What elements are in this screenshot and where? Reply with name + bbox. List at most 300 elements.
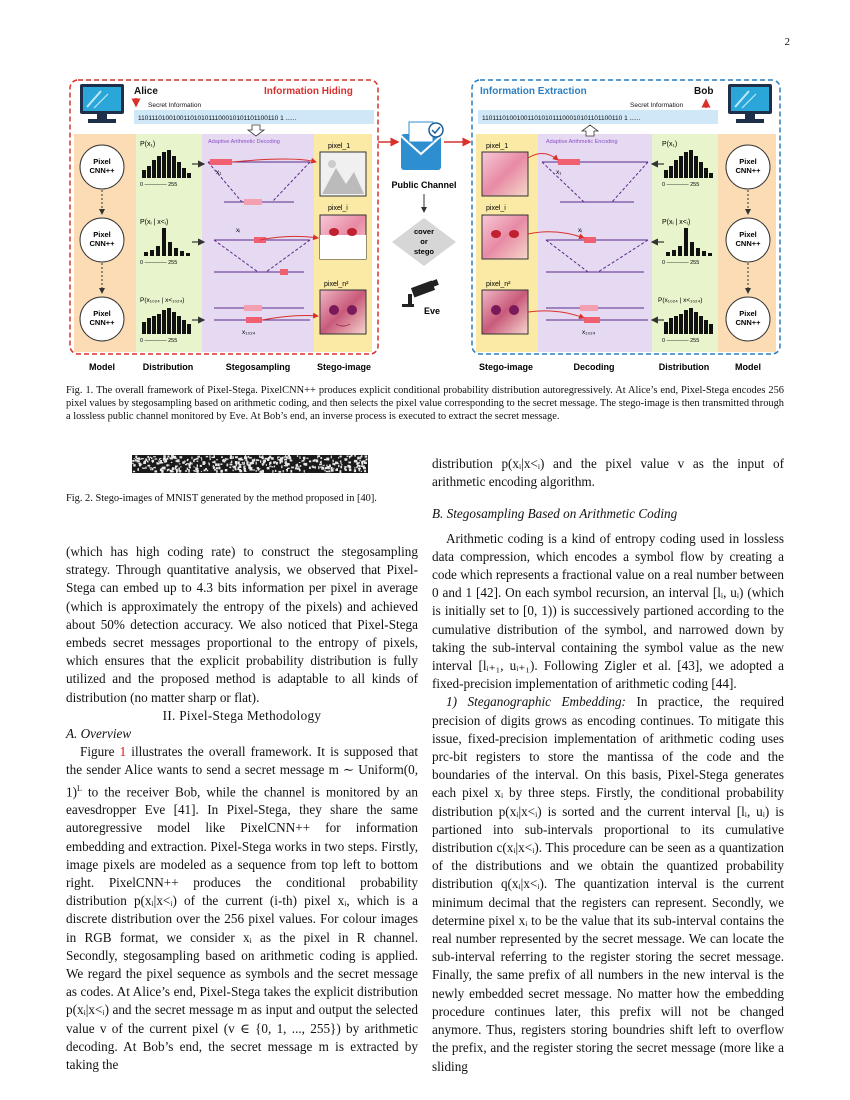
- public-channel: [378, 122, 470, 316]
- bob-label: Bob: [694, 86, 714, 97]
- noise-speck: [349, 456, 351, 458]
- noise-speck: [200, 465, 202, 467]
- noise-speck: [205, 468, 207, 470]
- noise-speck: [257, 467, 259, 469]
- info-hiding-label: Information Hiding: [264, 86, 353, 97]
- noise-speck: [230, 462, 232, 463]
- svg-text:Pixel: Pixel: [739, 230, 757, 239]
- noise-speck: [176, 460, 177, 462]
- noise-speck: [206, 456, 208, 457]
- noise-speck: [320, 466, 322, 468]
- noise-speck: [302, 460, 303, 462]
- noise-speck: [260, 460, 261, 463]
- noise-speck: [283, 470, 284, 472]
- right-paragraph-2: 1) Steganographic Embedding: In practice, the required precision of digits grows as encoding continues. To mitigate this issue, fixed-precision implementation of arithmetic coding uses prc-bit registers to store the mantissa of the code and the boundaries of the interval. On this basis, Pixel-Stega generates each pixel xᵢ by three steps. Firstly, the conditional probability distribution p(xᵢ|x<ᵢ) is sorted and the current interval [lᵢ, uᵢ) is partioned into sub-intervals proportional to its cumulative distribution c(xᵢ|x<ᵢ). This procedure can be seen as a quantization of the distributions and we obtain the quantized probability distribution q(xᵢ|x<ᵢ). The quantization interval is the current minimum decimal that the registers can represent. Secondly, we determine pixel xᵢ to be the value that its sub-interval contains the real number represented by the secret message. We can locate the sub-interval referring to the register storing the secret message. Finally, the same prefix of all numbers in the new interval is the newly embedded secret message. No matter how the embedding procedure continues later, this prefix will not be changed anymore. Thus, registers storing boundries shift left to overflow the prefix, and the register storing the secret message (more like a sliding: [432, 694, 784, 1074]
- noise-speck: [201, 471, 202, 472]
- noise-speck: [319, 464, 322, 466]
- noise-speck: [132, 460, 134, 462]
- axis-label-3-right: 0 ———— 255: [662, 338, 700, 344]
- noise-speck: [309, 461, 311, 463]
- noise-speck: [135, 456, 137, 459]
- noise-speck: [309, 467, 311, 469]
- noise-speck: [152, 460, 155, 462]
- noise-speck: [210, 458, 211, 460]
- noise-speck: [345, 469, 347, 471]
- noise-speck: [347, 456, 349, 457]
- noise-speck: [145, 467, 146, 469]
- noise-speck: [299, 456, 300, 459]
- noise-speck: [340, 461, 342, 463]
- noise-speck: [188, 470, 190, 472]
- pixel-label-1-left: pixel_1: [328, 143, 351, 150]
- noise-speck: [179, 470, 181, 473]
- dist-label-1-left: P(x₁): [140, 141, 156, 148]
- noise-speck: [176, 466, 178, 468]
- noise-speck: [318, 467, 319, 469]
- noise-speck: [230, 464, 232, 465]
- noise-speck: [235, 468, 237, 470]
- noise-speck: [256, 470, 257, 472]
- noise-speck: [214, 469, 217, 471]
- secret-info-label-right: Secret Information: [630, 102, 684, 109]
- noise-speck: [256, 459, 258, 461]
- noise-speck: [196, 470, 198, 471]
- public-channel-label: Public Channel: [391, 180, 457, 190]
- noise-speck: [232, 466, 235, 467]
- noise-speck: [265, 458, 268, 460]
- noise-speck: [190, 462, 192, 464]
- bottom-label-model-right: Model: [735, 362, 761, 372]
- dist-label-2-right: P(xᵢ | x<ᵢ): [662, 219, 691, 226]
- noise-speck: [168, 456, 170, 458]
- pixel-label-2-left: pixel_i: [328, 205, 348, 212]
- bottom-label-model-left: Model: [89, 362, 115, 372]
- noise-speck: [151, 457, 152, 459]
- noise-speck: [289, 456, 291, 459]
- noise-speck: [193, 470, 194, 471]
- noise-speck: [215, 463, 217, 466]
- svg-text:Pixel: Pixel: [93, 157, 111, 166]
- figure-1-link[interactable]: 1: [119, 744, 127, 760]
- figure-2-caption: Fig. 2. Stego-images of MNIST generated by the method proposed in [40].: [66, 493, 377, 504]
- noise-speck: [298, 466, 299, 469]
- noise-speck: [323, 465, 325, 466]
- noise-speck: [221, 456, 223, 458]
- x-label-3-left: x₁₀₂₄: [242, 329, 256, 336]
- axis-label-2-right: 0 ———— 255: [662, 260, 700, 266]
- noise-speck: [295, 468, 298, 470]
- noise-speck: [317, 457, 318, 458]
- noise-speck: [170, 458, 173, 460]
- noise-speck: [324, 469, 325, 471]
- stego-image-1-right: [482, 152, 528, 196]
- noise-speck: [197, 464, 198, 466]
- noise-speck: [133, 464, 136, 466]
- noise-speck: [267, 467, 270, 469]
- noise-speck: [222, 460, 225, 462]
- noise-speck: [216, 470, 218, 472]
- noise-speck: [242, 462, 244, 463]
- noise-speck: [335, 462, 337, 465]
- right-paragraph-0: distribution p(xᵢ|x<ᵢ) and the pixel value v as the input of arithmetic encoding algorithm.: [432, 456, 784, 490]
- noise-speck: [259, 455, 260, 457]
- noise-speck: [208, 463, 209, 464]
- noise-speck: [290, 460, 293, 462]
- noise-speck: [262, 463, 265, 465]
- eve-label: Eve: [424, 306, 441, 316]
- noise-speck: [275, 470, 276, 472]
- left-paragraph-1: (which has high coding rate) to construct the stegosampling strategy. Through quantitative analysis, we observed that Pixel-Stega can embed up to 4.3 bits information per pixel in average (which is approximately the entropy of the pixels) and achieved about 50% detection accuracy. We also noticed that Pixel-Stega embeds secret messages proportional to the entropy of pixels, which ensures that the explicit probability distribution is fully utilized and the proposed method is adaptable to all kinds of distribution (no matter sharp or flat).: [66, 544, 418, 705]
- noise-speck: [187, 460, 188, 461]
- noise-speck: [171, 462, 172, 463]
- pixel-label-1-right: pixel_1: [486, 143, 509, 150]
- noise-speck: [203, 463, 205, 465]
- noise-speck: [220, 470, 223, 473]
- noise-speck: [134, 458, 135, 459]
- noise-speck: [235, 461, 237, 464]
- noise-speck: [356, 466, 357, 468]
- noise-speck: [284, 465, 287, 466]
- noise-speck: [361, 471, 363, 472]
- noise-speck: [340, 466, 342, 469]
- secret-info-label-left: Secret Information: [148, 102, 202, 109]
- pixelcnn-3-left: [80, 297, 124, 341]
- noise-speck: [209, 463, 210, 465]
- noise-speck: [304, 463, 307, 466]
- noise-speck: [154, 470, 157, 472]
- noise-speck: [338, 457, 339, 458]
- noise-speck: [197, 456, 200, 458]
- noise-speck: [326, 458, 329, 461]
- noise-speck: [291, 470, 293, 473]
- noise-speck: [249, 457, 252, 459]
- noise-speck: [329, 465, 331, 468]
- noise-speck: [241, 459, 244, 461]
- aad-label: Adaptive Arithmetic Decoding: [208, 139, 280, 145]
- noise-speck: [187, 468, 188, 470]
- noise-speck: [172, 467, 175, 469]
- dist-label-2-left: P(xᵢ | x<ᵢ): [140, 219, 169, 226]
- noise-speck: [235, 456, 238, 458]
- noise-speck: [163, 455, 166, 458]
- noise-speck: [256, 462, 257, 465]
- bottom-label-decoding: Decoding: [573, 362, 615, 372]
- pixelcnn-3-right: [726, 297, 770, 341]
- noise-speck: [217, 463, 219, 466]
- noise-speck: [132, 463, 134, 464]
- noise-speck: [340, 456, 342, 458]
- noise-speck: [142, 468, 145, 469]
- axis-label-3-left: 0 ———— 255: [140, 338, 178, 344]
- noise-speck: [180, 466, 181, 467]
- noise-speck: [150, 457, 151, 458]
- noise-speck: [170, 470, 173, 473]
- noise-speck: [275, 461, 276, 462]
- noise-speck: [271, 466, 273, 467]
- noise-speck: [168, 469, 170, 471]
- figure-1-caption: Fig. 1. The overall framework of Pixel-Stega. PixelCNN++ produces explicit conditional probability distribution autoregressively. At Alice’s end, Pixel-Stega encodes 256 pixel values by stegosampling based on arithmetic coding, and then selects the pixel value corresponding to the secret message. The stego-image is then transmitted through a lossless public channel monitored by Eve. At Bob’s end, an inverse process is executed to extract the secret message.: [66, 385, 784, 422]
- bob-computer-icon: [728, 84, 772, 123]
- noise-speck: [260, 471, 262, 473]
- svg-text:Pixel: Pixel: [93, 230, 111, 239]
- noise-speck: [287, 463, 289, 465]
- noise-speck: [168, 465, 169, 466]
- noise-speck: [244, 456, 247, 459]
- pixel-label-3-right: pixel_n²: [486, 281, 511, 288]
- noise-speck: [149, 459, 150, 461]
- noise-speck: [244, 468, 246, 470]
- noise-speck: [213, 466, 215, 469]
- noise-speck: [147, 456, 149, 458]
- pixelcnn-1-right: [726, 145, 770, 189]
- pixel-label-3-left: pixel_n²: [324, 281, 349, 288]
- noise-speck: [242, 464, 244, 465]
- noise-speck: [303, 457, 306, 460]
- left-paragraph-2: Figure 1 illustrates the overall framework. It is supposed that the sender Alice wants to send a secret message m ∼ Uniform(0, 1)$^L$ to the receiver Bob, while the channel is monitored by an eavesdropper Eve [41]. In Pixel-Stega, they share the same autoregressive model like PixelCNN++ for information embedding and extraction. Pixel-Stega works in two steps. Firstly, image pixels are modeled as a sequence from top left to bottom right. PixelCNN++ produces the conditional probability distribution p(xᵢ|x<ᵢ) of the current (i-th) pixel xᵢ, which is a discrete distribution over the 256 pixel values. For colour images in RGB format, we consider xᵢ as the pixel in R channel. Secondly, stegosampling based on arithmetic coding is applied. We regard the pixel sequence as symbols and the secret message as codes. At Alice’s end, Pixel-Stega takes the explicit distribution p(xᵢ|x<ᵢ) and the secret message m as input and output the selected value v of the current pixel (v ∈ {0, 1, ..., 255}) by arithmetic decoding. At Bob’s end, the secret message m is extracted by taking the: [66, 744, 419, 1073]
- noise-speck: [138, 461, 140, 463]
- noise-speck: [287, 468, 290, 469]
- noise-speck: [359, 469, 360, 472]
- pixelcnn-2-right: [726, 218, 770, 262]
- section-heading: II. Pixel-Stega Methodology: [162, 707, 322, 723]
- noise-speck: [247, 461, 249, 463]
- noise-speck: [354, 455, 356, 457]
- noise-speck: [237, 461, 240, 464]
- noise-speck: [239, 465, 242, 468]
- svg-text:CNN++: CNN++: [735, 239, 761, 248]
- noise-speck: [227, 464, 229, 467]
- x-label-2-left: xᵢ: [236, 227, 241, 234]
- noise-speck: [244, 466, 246, 467]
- right-column: [432, 455, 784, 1076]
- x-label-1-right: x₁: [556, 169, 562, 176]
- noise-speck: [340, 470, 342, 473]
- noise-speck: [341, 464, 342, 465]
- subsubsection-1-heading: 1) Steganographic Embedding:: [446, 694, 626, 710]
- noise-speck: [207, 470, 208, 472]
- noise-speck: [166, 458, 168, 459]
- noise-speck: [161, 470, 163, 473]
- noise-speck: [148, 465, 151, 467]
- noise-speck: [285, 455, 286, 456]
- noise-speck: [354, 460, 356, 462]
- svg-text:CNN++: CNN++: [89, 318, 115, 327]
- noise-speck: [349, 469, 352, 471]
- noise-speck: [191, 457, 192, 460]
- noise-speck: [201, 458, 202, 460]
- noise-speck: [135, 459, 136, 461]
- noise-speck: [176, 470, 178, 472]
- noise-speck: [320, 457, 322, 459]
- pixel-label-2-right: pixel_i: [486, 205, 506, 212]
- noise-speck: [197, 461, 199, 462]
- noise-speck: [263, 461, 266, 464]
- noise-speck: [278, 459, 280, 460]
- noise-speck: [286, 469, 287, 470]
- svg-text:Pixel: Pixel: [739, 309, 757, 318]
- secret-bits-right: 1101110100100110101011100010101101100110 1 ......: [482, 115, 641, 122]
- right-paragraph-1: Arithmetic coding is a kind of entropy coding used in lossless data compression, which encodes a symbol flow by creating a code which represents a fractional value on a real number between 0 and 1 [42]. On each symbol recursion, an interval [lᵢ, uᵢ) (which is initially set to [0, 1)) is successively partioned according to the cumulative distribution of the symbol, and narrowed down by taking the sub-interval containing the symbol value as the new interval [lᵢ₊₁, uᵢ₊₁). Following Zigler et al. [43], we adopted a fixed-precision implementation of arithmetic coding [44].: [432, 530, 784, 692]
- noise-speck: [216, 467, 219, 469]
- noise-speck: [153, 456, 156, 457]
- noise-speck: [216, 459, 218, 460]
- x-label-1-left: x₁: [216, 169, 222, 176]
- noise-speck: [185, 470, 187, 472]
- svg-text:CNN++: CNN++: [735, 318, 761, 327]
- noise-speck: [156, 462, 159, 463]
- noise-speck: [180, 456, 183, 458]
- pixelcnn-2-left: [80, 218, 124, 262]
- noise-speck: [304, 470, 305, 473]
- noise-speck: [178, 468, 180, 471]
- x-label-3-right: x₁₀₂₄: [582, 329, 596, 336]
- noise-speck: [306, 458, 308, 459]
- noise-speck: [269, 462, 270, 465]
- noise-speck: [158, 460, 159, 462]
- noise-speck: [312, 467, 314, 468]
- noise-speck: [163, 467, 165, 470]
- alice-computer-icon: [80, 84, 124, 123]
- stego-image-full-left: [320, 290, 366, 334]
- noise-speck: [318, 455, 321, 457]
- figure-1: [64, 72, 786, 378]
- noise-speck: [196, 458, 199, 460]
- noise-speck: [164, 461, 167, 463]
- info-extraction-label: Information Extraction: [480, 86, 587, 97]
- noise-speck: [236, 464, 237, 467]
- alice-label: Alice: [134, 86, 158, 97]
- noise-speck: [171, 455, 174, 458]
- aae-label: Adaptive Arithmetic Encoding: [546, 139, 618, 145]
- noise-speck: [252, 470, 255, 471]
- noise-speck: [354, 469, 356, 472]
- noise-speck: [333, 460, 334, 463]
- noise-speck: [262, 470, 265, 473]
- noise-speck: [175, 468, 176, 470]
- left-column: [66, 543, 418, 1074]
- noise-speck: [237, 469, 239, 470]
- diamond-text-2: or: [420, 237, 428, 246]
- svg-text:Pixel: Pixel: [739, 157, 757, 166]
- noise-speck: [344, 458, 347, 461]
- noise-speck: [251, 467, 253, 469]
- noise-speck: [179, 463, 181, 464]
- noise-speck: [360, 460, 361, 461]
- noise-speck: [159, 459, 160, 461]
- noise-speck: [325, 467, 326, 469]
- noise-speck: [251, 462, 254, 465]
- noise-speck: [363, 460, 366, 462]
- noise-speck: [233, 456, 234, 459]
- noise-speck: [166, 464, 168, 466]
- noise-speck: [165, 458, 166, 460]
- noise-speck: [357, 465, 359, 467]
- noise-speck: [137, 468, 139, 471]
- noise-speck: [284, 459, 287, 461]
- noise-speck: [214, 455, 216, 458]
- noise-speck: [153, 467, 156, 468]
- noise-speck: [344, 466, 347, 467]
- noise-speck: [364, 470, 366, 472]
- camera-icon: [402, 279, 439, 307]
- figure-2-mnist-strip: [132, 455, 368, 473]
- dist-label-3-left: P(x₁₀₂₄ | x<₁₀₂₄): [140, 297, 185, 304]
- noise-speck: [338, 465, 339, 468]
- stego-image-2-right: [482, 215, 528, 259]
- noise-speck: [363, 467, 366, 469]
- bottom-label-distribution-right: Distribution: [658, 362, 710, 372]
- noise-speck: [361, 465, 363, 467]
- noise-speck: [359, 458, 361, 459]
- bottom-label-stegosampling: Stegosampling: [225, 362, 291, 372]
- noise-speck: [274, 466, 275, 468]
- noise-speck: [219, 467, 221, 470]
- noise-speck: [229, 467, 231, 469]
- diamond-text-1: cover: [413, 227, 435, 236]
- noise-speck: [212, 461, 214, 463]
- noise-speck: [359, 465, 361, 467]
- noise-speck: [252, 459, 255, 461]
- noise-speck: [177, 459, 180, 462]
- svg-text:CNN++: CNN++: [89, 239, 115, 248]
- dist-label-1-right: P(x₁): [662, 141, 678, 148]
- noise-speck: [196, 468, 199, 470]
- noise-speck: [356, 463, 359, 465]
- noise-speck: [281, 466, 282, 469]
- noise-speck: [364, 462, 367, 464]
- noise-speck: [175, 458, 178, 459]
- noise-speck: [238, 458, 241, 460]
- noise-speck: [145, 458, 146, 459]
- noise-speck: [149, 467, 151, 468]
- noise-speck: [194, 466, 195, 467]
- noise-speck: [191, 463, 192, 465]
- noise-speck: [262, 457, 264, 459]
- bottom-label-distribution-left: Distribution: [142, 362, 194, 372]
- noise-speck: [284, 456, 286, 457]
- x-label-2-right: xᵢ: [578, 227, 583, 234]
- noise-speck: [189, 465, 191, 468]
- noise-speck: [277, 457, 278, 458]
- noise-speck: [201, 457, 202, 458]
- subsection-a-heading: A. Overview: [66, 726, 132, 742]
- noise-speck: [297, 455, 298, 457]
- bottom-label-stego-image-left: Stego-image: [316, 362, 372, 372]
- axis-label-2-left: 0 ———— 255: [140, 260, 178, 266]
- bob-panel: [472, 80, 780, 354]
- noise-speck: [333, 468, 334, 469]
- secret-bits-left: 1101110100100110101011100010101101100110 1 ......: [138, 115, 297, 122]
- noise-speck: [278, 456, 280, 457]
- noise-speck: [272, 470, 273, 473]
- noise-speck: [276, 462, 278, 465]
- noise-speck: [159, 462, 161, 464]
- noise-speck: [314, 459, 315, 461]
- noise-speck: [225, 459, 227, 460]
- noise-speck: [155, 458, 158, 459]
- noise-speck: [280, 461, 283, 462]
- noise-speck: [269, 456, 271, 459]
- noise-speck: [184, 461, 185, 463]
- noise-speck: [303, 460, 305, 462]
- noise-speck: [354, 467, 355, 469]
- noise-speck: [133, 471, 135, 473]
- noise-speck: [240, 470, 242, 471]
- svg-text:Pixel: Pixel: [93, 309, 111, 318]
- noise-speck: [360, 456, 363, 457]
- noise-speck: [220, 464, 222, 465]
- pixelcnn-1-left: [80, 145, 124, 189]
